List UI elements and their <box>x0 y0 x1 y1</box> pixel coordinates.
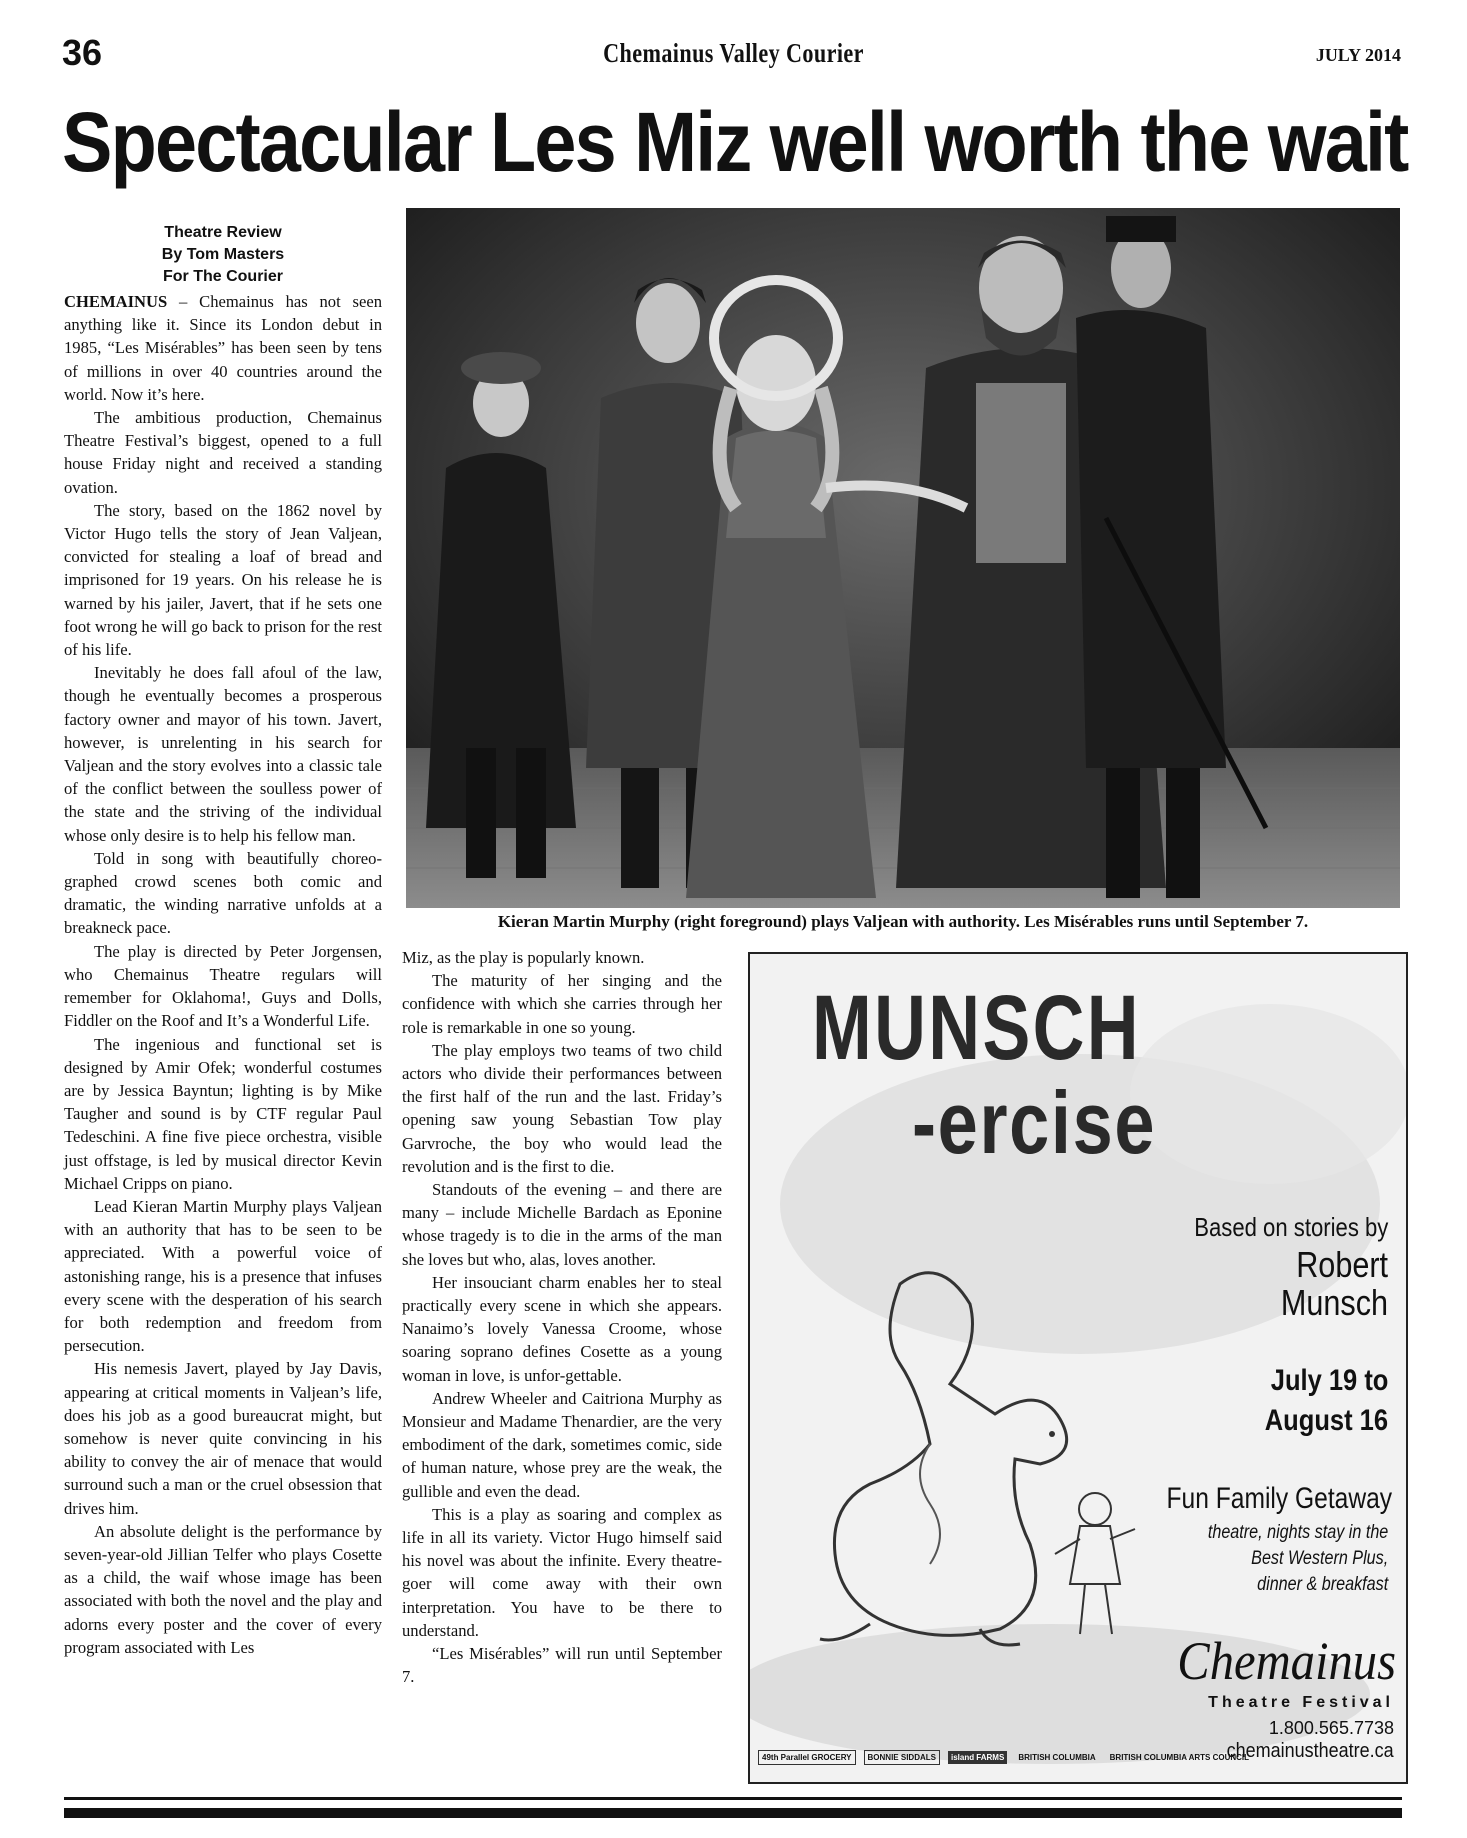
sponsor-logo: island FARMS <box>948 1751 1007 1764</box>
ad-phone: 1.800.565.7738 <box>1268 1718 1394 1738</box>
bottom-rule-thick <box>64 1808 1402 1818</box>
article-paragraph: The story, based on the 1862 novel by Victor Hugo tells the story of Jean Valjean, convicted for stealing a loaf of bread and imprisoned for 19 years. On his release he is warned by his jailer, Javert, that if he sets one foot wrong he will go back to prison for the rest of his life. <box>64 500 382 660</box>
article-paragraph: Told in song with beautifully choreo-graphed crowd scenes both comic and dramatic, the winding narrative unfolds at a breakneck pace. <box>64 848 382 938</box>
cast-photo <box>406 208 1400 908</box>
article-paragraph: This is a play as soaring and complex as life in all its variety. Victor Hugo himself said his novel was about the infinite. Every theatre-goer will come away with their own interpretation. You have to be there to understand. <box>402 1504 722 1640</box>
theatre-advertisement <box>748 952 1408 1784</box>
article-paragraph: Inevitably he does fall afoul of the law, though he eventually becomes a prosperous factory owner and mayor of his town. Javert, however, is unrelenting in his search for Valjean and the story evolves into a classic tale of the conflict between the soulless power of the state and the striving of the individual whose only desire is to help his fellow man. <box>64 663 382 845</box>
ad-package-line-2: Best Western Plus, <box>1250 1548 1388 1569</box>
ad-based-on: Based on stories by <box>1193 1212 1388 1242</box>
page-number: 36 <box>62 32 103 73</box>
masthead: Chemainus Valley Courier <box>603 38 864 68</box>
sponsor-logo: BRITISH COLUMBIA ARTS COUNCIL <box>1109 1753 1250 1762</box>
byline-author: By Tom Masters <box>161 246 285 263</box>
ad-title-line-2: -ercise <box>912 1073 1157 1172</box>
ad-author-last: Munsch <box>1280 1282 1388 1323</box>
article-paragraph: The ambitious production, Chemainus Theatre Festival’s biggest, opened to a full house Friday night and received a standing ovation. <box>64 408 382 497</box>
ad-brand-logo: Chemainus <box>1177 1631 1396 1691</box>
sponsor-logo: 49th Parallel GROCERY <box>758 1750 856 1765</box>
article-column-1 <box>64 290 382 1659</box>
cast-photo-image <box>406 208 1400 908</box>
byline <box>64 222 382 288</box>
byline-outlet: For The Courier <box>162 268 283 285</box>
ad-website: chemainustheatre.ca <box>1226 1740 1394 1762</box>
article-paragraph: An absolute delight is the performance by seven-year-old Jillian Telfer who plays Cosette as a child, the waif whose image has been associated with both the novel and the play and adorns every poster and the cover of every program associated with Les <box>64 1521 382 1657</box>
article-paragraph: Miz, as the play is popularly known. <box>402 948 645 967</box>
issue-date: JULY 2014 <box>1315 45 1401 65</box>
article-paragraph: Standouts of the evening – and there are many – include Michelle Bardach as Eponine whose tragedy is to die in the arms of the man she loves but who, alas, loves another. <box>402 1180 722 1269</box>
sponsor-logo: BONNIE SIDDALS <box>864 1750 940 1765</box>
child-illustration <box>1050 1484 1140 1644</box>
photo-caption: Kieran Martin Murphy (right foreground) plays Valjean with authority. Les Misérables runs until September 7. <box>497 912 1309 931</box>
ad-getaway: Fun Family Getaway <box>1166 1482 1392 1515</box>
article-paragraph: “Les Misérables” will run until September 7. <box>402 1644 722 1687</box>
ad-package-line-1: theatre, nights stay in the <box>1207 1522 1388 1543</box>
ad-title-line-1: MUNSCH <box>812 977 1141 1079</box>
ad-dates-line-2: August 16 <box>1264 1404 1388 1437</box>
sponsor-logo: BRITISH COLUMBIA <box>1018 1753 1096 1762</box>
article-paragraph: The play is directed by Peter Jorgensen, who Chemainus Theatre regulars will remember for Oklahoma!, Guys and Dolls, Fiddler on the Roof and It’s a Wonderful Life. <box>64 941 382 1031</box>
sponsor-logos <box>758 1750 1252 1765</box>
article-paragraph: The play employs two teams of two child actors who divide their performances between the first half of the run and the last. Friday’s opening saw young Sebastian Tow play Garvroche, the boy who would lead the revolution and is the first to die. <box>402 1040 722 1176</box>
bottom-rule-thin <box>64 1797 1402 1800</box>
article-paragraph: Her insouciant charm enables her to steal practically every scene in which she appears. Nanaimo’s lovely Vanessa Croome, whose soaring soprano defines Cosette as a young woman in love, is unfor-gettable. <box>402 1272 722 1385</box>
ad-brand-sub: Theatre Festival <box>1208 1694 1394 1711</box>
article-paragraph: His nemesis Javert, played by Jay Davis, appearing at critical moments in Valjean’s life, does his job as a good bureaucrat might, but somehow is never quite convincing in his ability to convey the air of menace that would surround such a man or the cruel obsession that drives him. <box>64 1359 382 1518</box>
dateline: CHEMAINUS <box>64 292 168 311</box>
ad-author-first: Robert <box>1296 1244 1388 1285</box>
article-paragraph: The ingenious and functional set is designed by Amir Ofek; wonderful costumes are by Jessica Bayntun; lighting is by Mike Taugher and sound is by CTF regular Paul Tedeschini. A fine five piece orchestra, visible just offstage, is led by musical director Kevin Michael Cripps on piano. <box>64 1034 382 1193</box>
headline: Spectacular Les Miz well worth the wait <box>62 95 1408 189</box>
article-paragraph: Andrew Wheeler and Caitriona Murphy as Monsieur and Madame Thenardier, are the very embodiment of the dark, sometimes comic, side of human nature, whose prey are the weak, the gullible and even the dead. <box>402 1388 722 1501</box>
byline-section: Theatre Review <box>164 224 282 241</box>
ad-package-line-3: dinner & breakfast <box>1256 1574 1388 1595</box>
article-column-2 <box>402 946 722 1689</box>
article-paragraph: CHEMAINUS – Chemainus has not seen anything like it. Since its London debut in 1985, “Les Misérables” has been seen by tens of millions in over 40 countries around the world. Now it’s here. <box>64 292 382 404</box>
article-paragraph: Lead Kieran Martin Murphy plays Valjean with an authority that has to be seen to be appreciated. With a powerful voice of astonishing range, his is a presence that infuses every scene with the desperation of his search for both redemption and freedom from persecution. <box>64 1196 382 1356</box>
ad-dates-line-1: July 19 to <box>1270 1364 1388 1397</box>
article-paragraph: The maturity of her singing and the confidence with which she carries through her role is remarkable in one so young. <box>402 971 722 1037</box>
